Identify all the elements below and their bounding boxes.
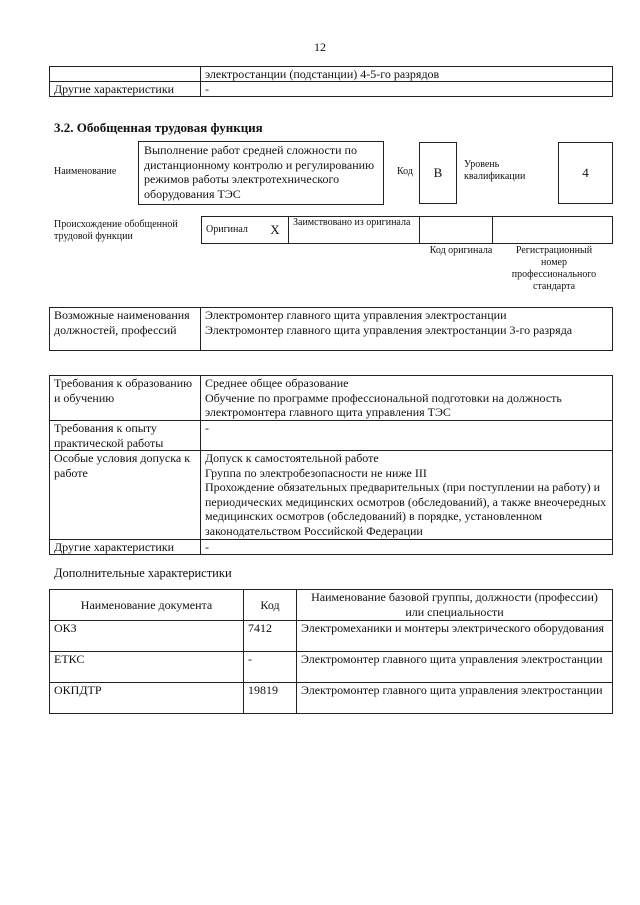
doc-cell: ОКПДТР [50,683,244,714]
level-value: 4 [582,165,589,180]
table-row [50,82,613,97]
header-name: Наименование базовой группы, должности (профессии) или специальности [297,590,613,621]
level-box [558,142,613,204]
header-doc: Наименование документа [50,590,244,621]
name-cell: Электромеханики и монтеры электрического оборудования [297,621,613,652]
name-cell: Электромонтер главного щита управления электростанции [297,652,613,683]
row-value: электростанции (подстанции) 4-5-го разрядов [201,67,613,82]
code-label: Код [397,166,413,177]
row-label [50,67,201,82]
additional-title: Дополнительные характеристики [54,566,232,580]
table-row [50,683,613,714]
table-row [202,217,613,244]
origin-table [201,216,613,244]
req-value: - [201,540,613,555]
positions-values: Электромонтер главного щита управления электростанции Электромонтер главного щита управления электростанции 3-го разряда [201,308,613,351]
table-row [50,308,613,351]
table-row [50,451,613,540]
name-cell: Электромонтер главного щита управления электростанции [297,683,613,714]
reg-number-cell [493,217,613,244]
positions-table [49,307,613,351]
code-cell: 7412 [244,621,297,652]
level-label: Уровень квалификации [464,159,526,182]
code-original-caption: Код оригинала [429,245,493,256]
req-value: - [201,421,613,451]
table-row [50,376,613,421]
table-row [50,652,613,683]
borrowed-label: Заимствовано из оригинала [289,217,420,244]
original-mark: X [262,217,289,244]
table-row [50,621,613,652]
req-label: Требования к опыту практической работы [50,421,201,451]
table-row [50,421,613,451]
table-header-row [50,590,613,621]
page-number: 12 [314,40,326,54]
origin-label: Происхождение обобщенной трудовой функции [54,219,178,242]
req-label: Требования к образованию и обучению [50,376,201,421]
doc-cell: ЕТКС [50,652,244,683]
positions-label: Возможные наименования должностей, профессий [50,308,201,351]
original-label: Оригинал [202,217,263,244]
function-name-box [138,141,384,205]
additional-table [49,589,613,714]
table-row [50,540,613,555]
req-label: Другие характеристики [50,540,201,555]
table-row [50,67,613,82]
top-continuation-table [49,66,613,97]
row-label: Другие характеристики [50,82,201,97]
requirements-table [49,375,613,555]
function-name: Выполнение работ средней сложности по дистанционному контролю и регулированию режимов работы электротехнического оборудования ТЭС [144,143,375,201]
req-label: Особые условия допуска к работе [50,451,201,540]
header-code: Код [244,590,297,621]
row-value: - [201,82,613,97]
doc-cell: ОКЗ [50,621,244,652]
req-value: Среднее общее образование Обучение по программе профессиональной подготовки на должность электромонтера главного щита управления ТЭС [201,376,613,421]
name-label: Наименование [54,166,117,177]
code-original-cell [420,217,493,244]
req-value: Допуск к самостоятельной работе Группа по электробезопасности не ниже III Прохождение обязательных предварительных (при поступлении на работу) и периодических медицинских осмотров (обследований), а также внеочередных медицинских осмотров (обследований) в порядке, установленном законодательством Российской Федерации [201,451,613,540]
reg-number-caption: Регистрационный номер профессионального стандарта [511,245,597,292]
code-value: B [433,165,443,180]
code-cell: - [244,652,297,683]
code-box [419,142,457,204]
code-cell: 19819 [244,683,297,714]
section-title: 3.2. Обобщенная трудовая функция [54,120,263,135]
